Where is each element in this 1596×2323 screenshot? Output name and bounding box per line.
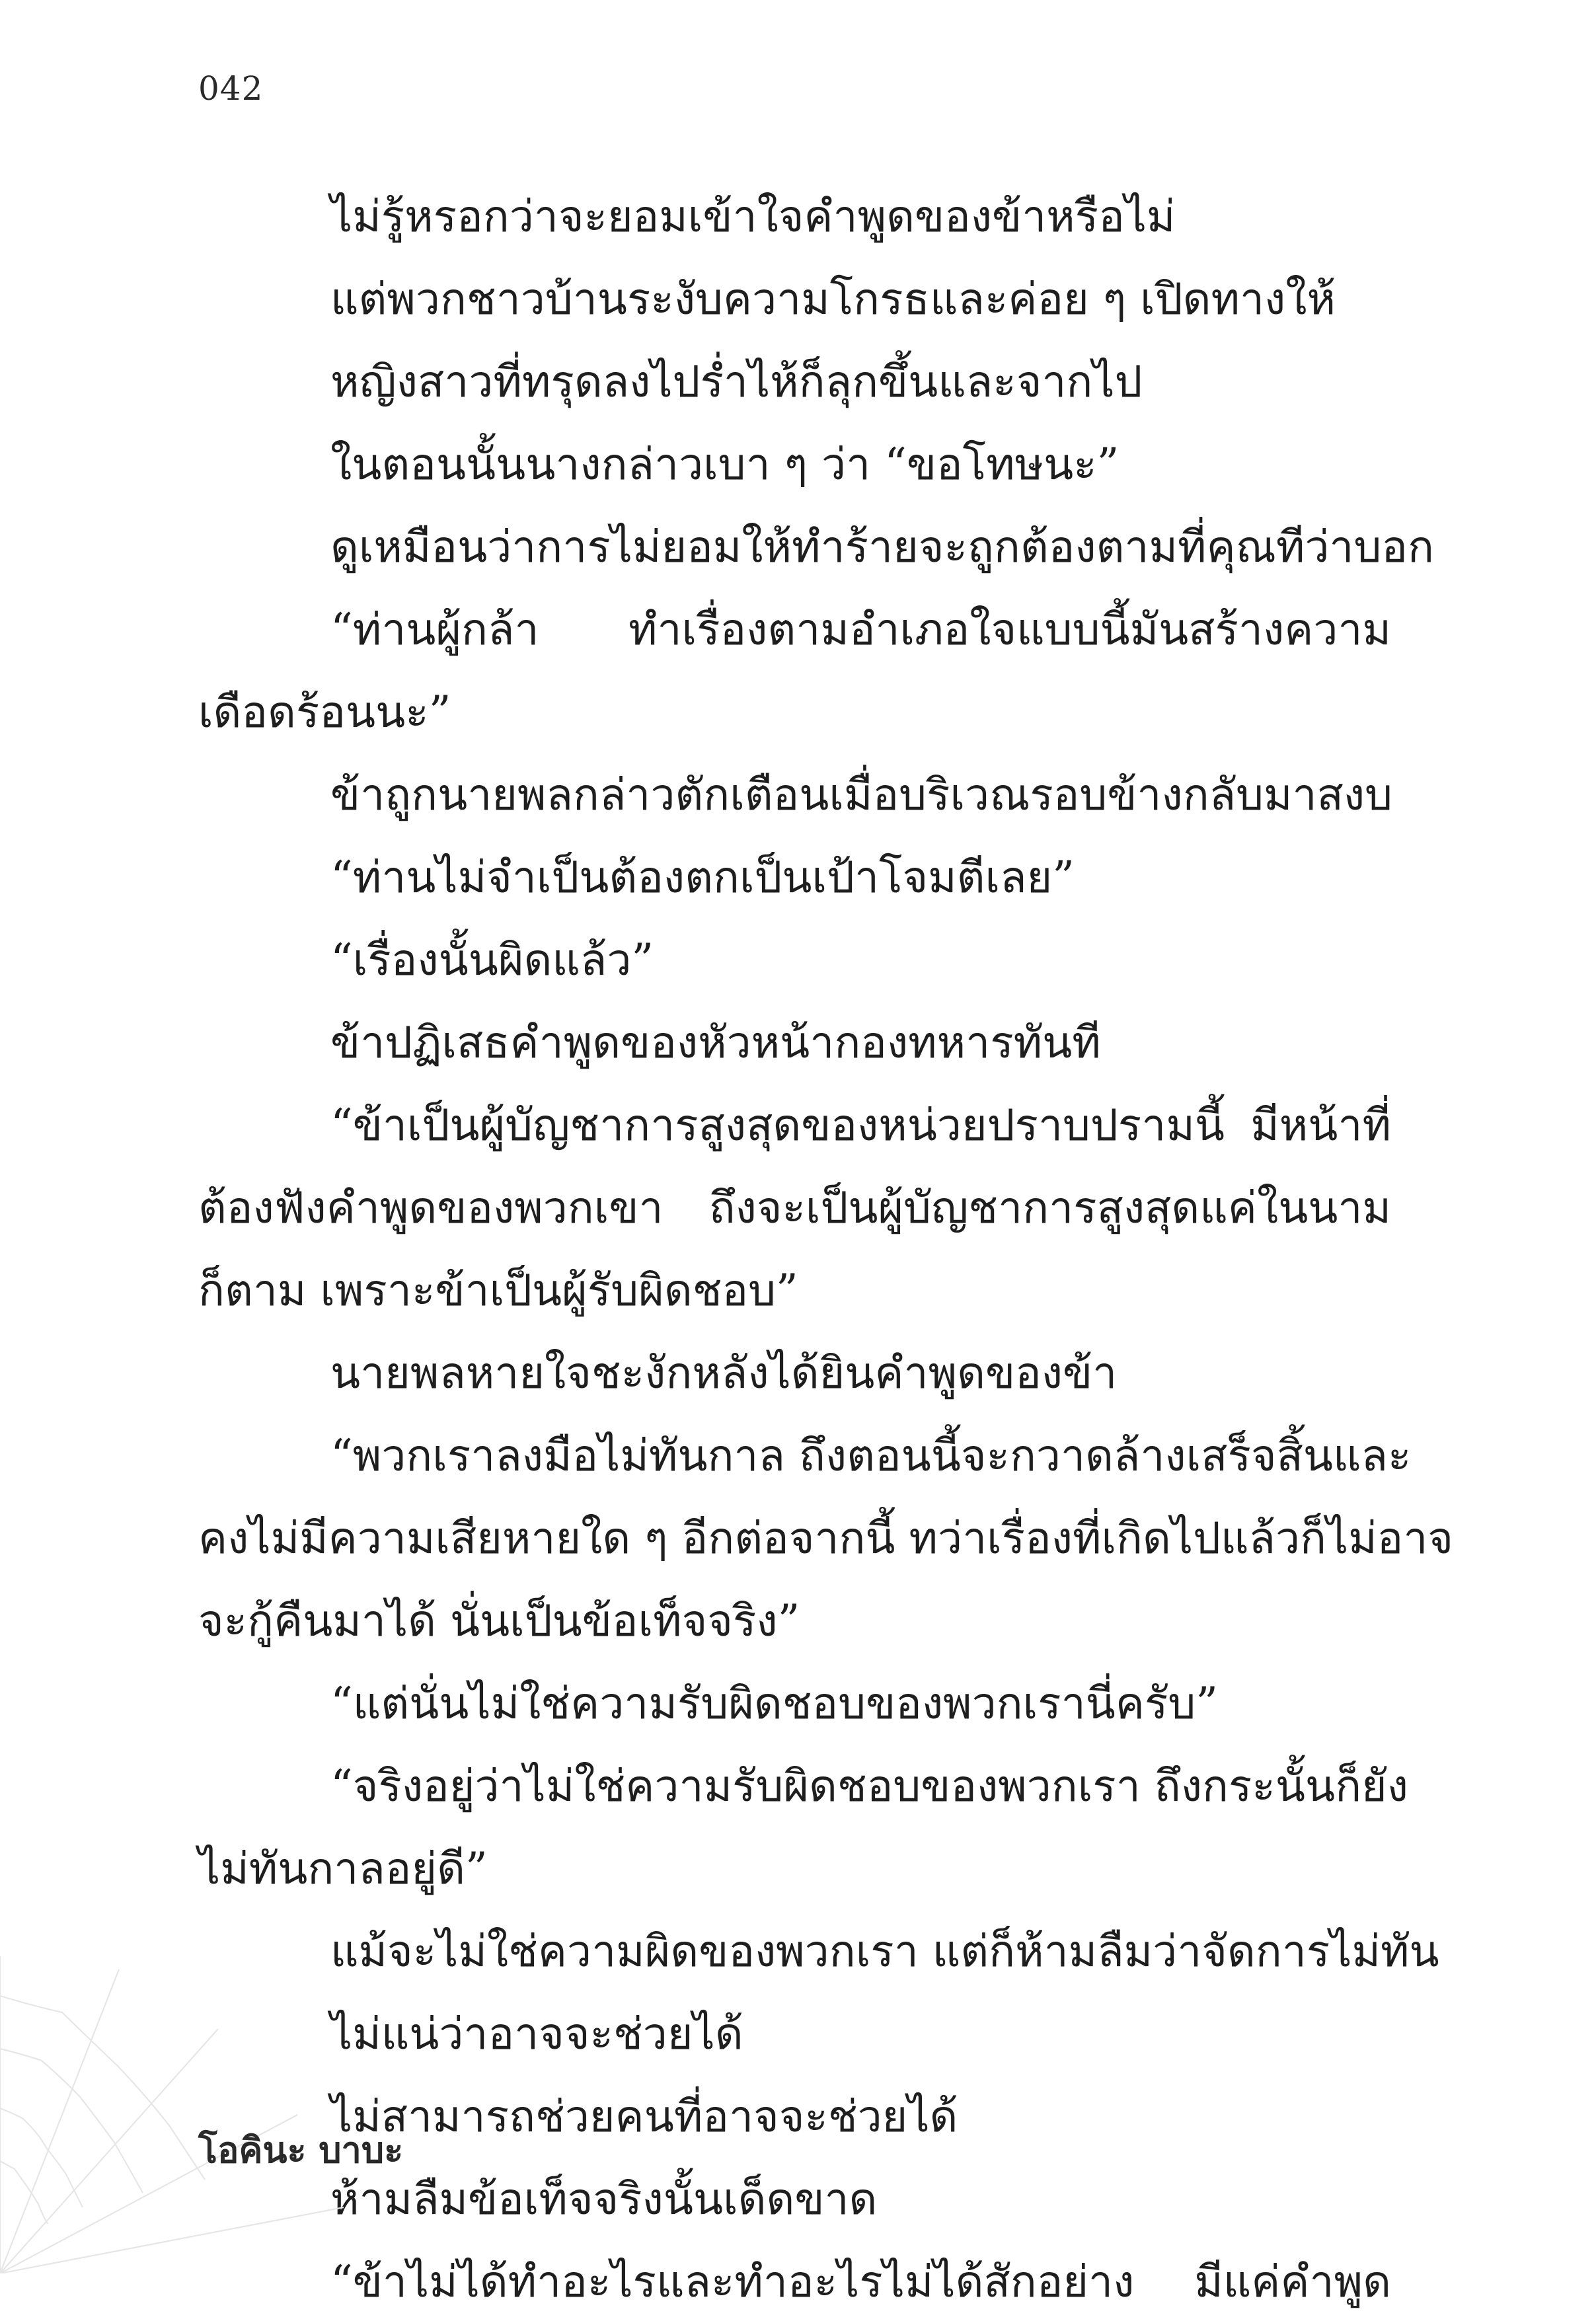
text-line: “ข้าเป็นผู้บัญชาการสูงสุดของหน่วยปราบปรามนี้ มีหน้าที่ — [330, 1100, 1391, 1151]
text-line: แม้จะไม่ใช่ความผิดของพวกเรา แต่ก็ห้ามลืมว่าจัดการไม่ทัน — [330, 1926, 1439, 1977]
text-line: หญิงสาวที่ทรุดลงไปร่ำไห้ก็ลุกขึ้นและจากไป — [330, 356, 1143, 407]
text-line: ข้าปฏิเสธคำพูดของหัวหน้ากองทหารทันที — [330, 1017, 1101, 1068]
page-number: 042 — [198, 69, 264, 108]
text-line: ข้าถูกนายพลกล่าวตักเตือนเมื่อบริเวณรอบข้างกลับมาสงบ — [330, 769, 1392, 820]
text-line: “พวกเราลงมือไม่ทันกาล ถึงตอนนี้จะกวาดล้างเสร็จสิ้นและ — [330, 1430, 1412, 1481]
text-line: ห้ามลืมข้อเท็จจริงนั้นเด็ดขาด — [330, 2174, 878, 2225]
text-line: แต่พวกชาวบ้านระงับความโกรธและค่อย ๆ เปิดทางให้ — [330, 274, 1336, 324]
text-line: ต้องฟังคำพูดของพวกเขา ถึงจะเป็นผู้บัญชาการสูงสุดแค่ในนาม — [198, 1182, 1391, 1233]
text-line: ดูเหมือนว่าการไม่ยอมให้ทำร้ายจะถูกต้องตามที่คุณทีว่าบอก — [330, 521, 1434, 572]
text-line: ไม่รู้หรอกว่าจะยอมเข้าใจคำพูดของข้าหรือไม่ — [330, 191, 1176, 242]
spider-web-icon — [0, 1956, 344, 2273]
text-line: นายพลหายใจชะงักหลังได้ยินคำพูดของข้า — [330, 1348, 1118, 1398]
text-line: “จริงอยู่ว่าไม่ใช่ความรับผิดชอบของพวกเรา ถึงกระนั้นก็ยัง — [330, 1761, 1408, 1811]
text-line: จะกู้คืนมาได้ นั่นเป็นข้อเท็จจริง” — [198, 1595, 800, 1646]
body-text — [198, 175, 1454, 2323]
text-line: “ท่านไม่จำเป็นต้องตกเป็นเป้าโจมตีเลย” — [330, 852, 1075, 903]
text-line: ไม่ทันกาลอยู่ดี” — [198, 1843, 488, 1894]
text-line: ในตอนนั้นนางกล่าวเบา ๆ ว่า “ขอโทษนะ” — [330, 439, 1120, 490]
text-line: “เรื่องนั้นผิดแล้ว” — [330, 934, 654, 985]
text-line: ก็ตาม เพราะข้าเป็นผู้รับผิดชอบ” — [198, 1265, 798, 1316]
footer-author-name: โอคินะ บาบะ — [198, 2129, 404, 2171]
text-line: “ข้าไม่ได้ทำอะไรและทำอะไรไม่ได้สักอย่าง มีแค่คำพูด — [330, 2256, 1391, 2307]
text-line: ไม่แน่ว่าอาจจะช่วยได้ — [330, 2008, 743, 2059]
text-line: “แต่นั่นไม่ใช่ความรับผิดชอบของพวกเรานี่ครับ” — [330, 1678, 1219, 1729]
text-line: ไม่สามารถช่วยคนที่อาจจะช่วยได้ — [330, 2091, 958, 2142]
text-line: คงไม่มีความเสียหายใด ๆ อีกต่อจากนี้ ทว่าเรื่องที่เกิดไปแล้วก็ไม่อาจ — [198, 1513, 1454, 1564]
text-line: “ท่านผู้กล้า ทำเรื่องตามอำเภอใจแบบนี้มันสร้างความ — [330, 604, 1391, 655]
text-line: เดือดร้อนนะ” — [198, 687, 451, 738]
